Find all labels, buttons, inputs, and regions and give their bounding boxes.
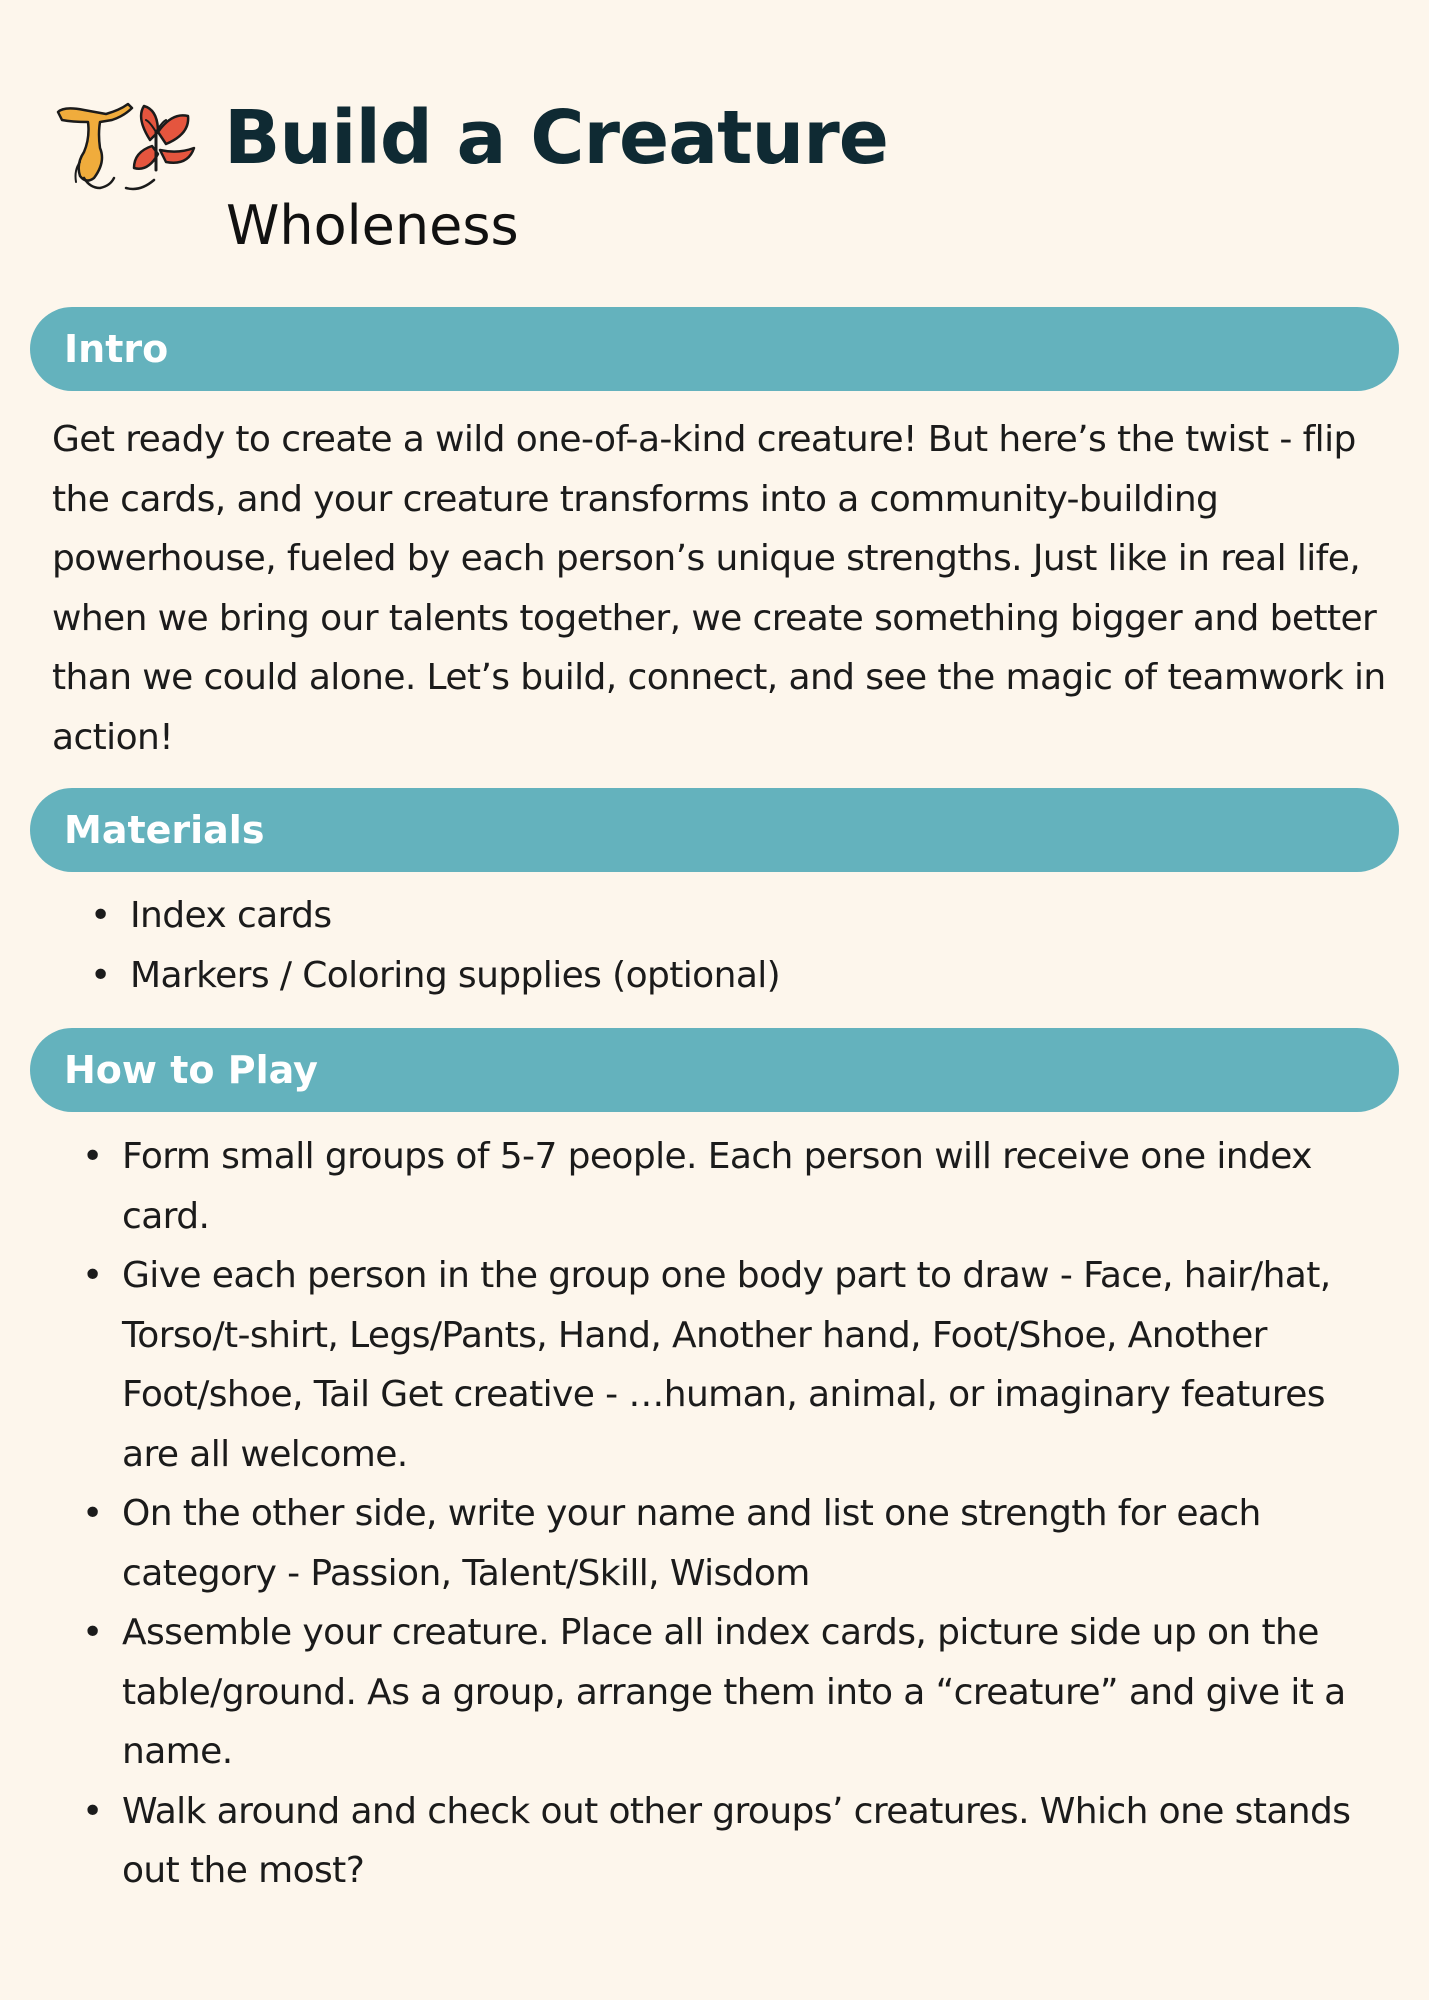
how-to-play-section-header (30, 1028, 1399, 1112)
bullet-icon: • (82, 1136, 103, 1177)
page-header (54, 92, 1354, 272)
intro-heading: Intro (64, 327, 169, 371)
children-butterfly-logo-icon (54, 92, 204, 202)
list-item-text: Assemble your creature. Place all index cards, picture side up on the table/ground. As a group, arrange them into a “creature” and give it a name. (122, 1612, 1346, 1772)
page-subtitle: Wholeness (226, 194, 519, 257)
list-item (90, 946, 1380, 1006)
bullet-icon: • (90, 895, 111, 936)
how-to-play-heading: How to Play (64, 1048, 318, 1092)
list-item-text: On the other side, write your name and list one strength for each category - Passion, Talent/Skill, Wisdom (122, 1493, 1261, 1594)
materials-section-header (30, 788, 1399, 872)
page-title: Build a Creature (224, 95, 888, 181)
list-item-text: Walk around and check out other groups’ creatures. Which one stands out the most? (122, 1790, 1351, 1891)
bullet-icon: • (82, 1612, 103, 1653)
bullet-icon: • (82, 1493, 103, 1534)
bullet-icon: • (82, 1255, 103, 1296)
intro-paragraph: Get ready to create a wild one-of-a-kind creature! But here’s the twist - flip the cards, and your creature transforms into a community-building powerhouse, fueled by each person’s unique strengths. Just like in real life, when we bring our talents together, we create something bigger and better than we could alone. Let’s build, connect, and see the magic of teamwork in action! (52, 419, 1386, 758)
bullet-icon: • (90, 954, 111, 996)
how-to-play-list (82, 1127, 1392, 1901)
list-item (82, 1246, 1392, 1484)
materials-heading: Materials (64, 808, 265, 852)
list-item-text: Markers / Coloring supplies (optional) (130, 954, 781, 996)
list-item (82, 1127, 1392, 1246)
intro-section-header (30, 307, 1399, 391)
list-item (82, 1782, 1392, 1901)
list-item (82, 1484, 1392, 1603)
list-item-text: Index cards (130, 895, 332, 936)
list-item (82, 1603, 1392, 1782)
list-item (90, 886, 1380, 946)
list-item-text: Form small groups of 5-7 people. Each person will receive one index card. (122, 1136, 1312, 1237)
bullet-icon: • (82, 1790, 103, 1832)
materials-list (90, 886, 1380, 1005)
list-item-text: Give each person in the group one body part to draw - Face, hair/hat, Torso/t-shirt, Legs/Pants, Hand, Another hand, Foot/Shoe, Another Foot/shoe, Tail Get creative - …human, animal, or imaginary features are all welcome. (122, 1255, 1331, 1475)
